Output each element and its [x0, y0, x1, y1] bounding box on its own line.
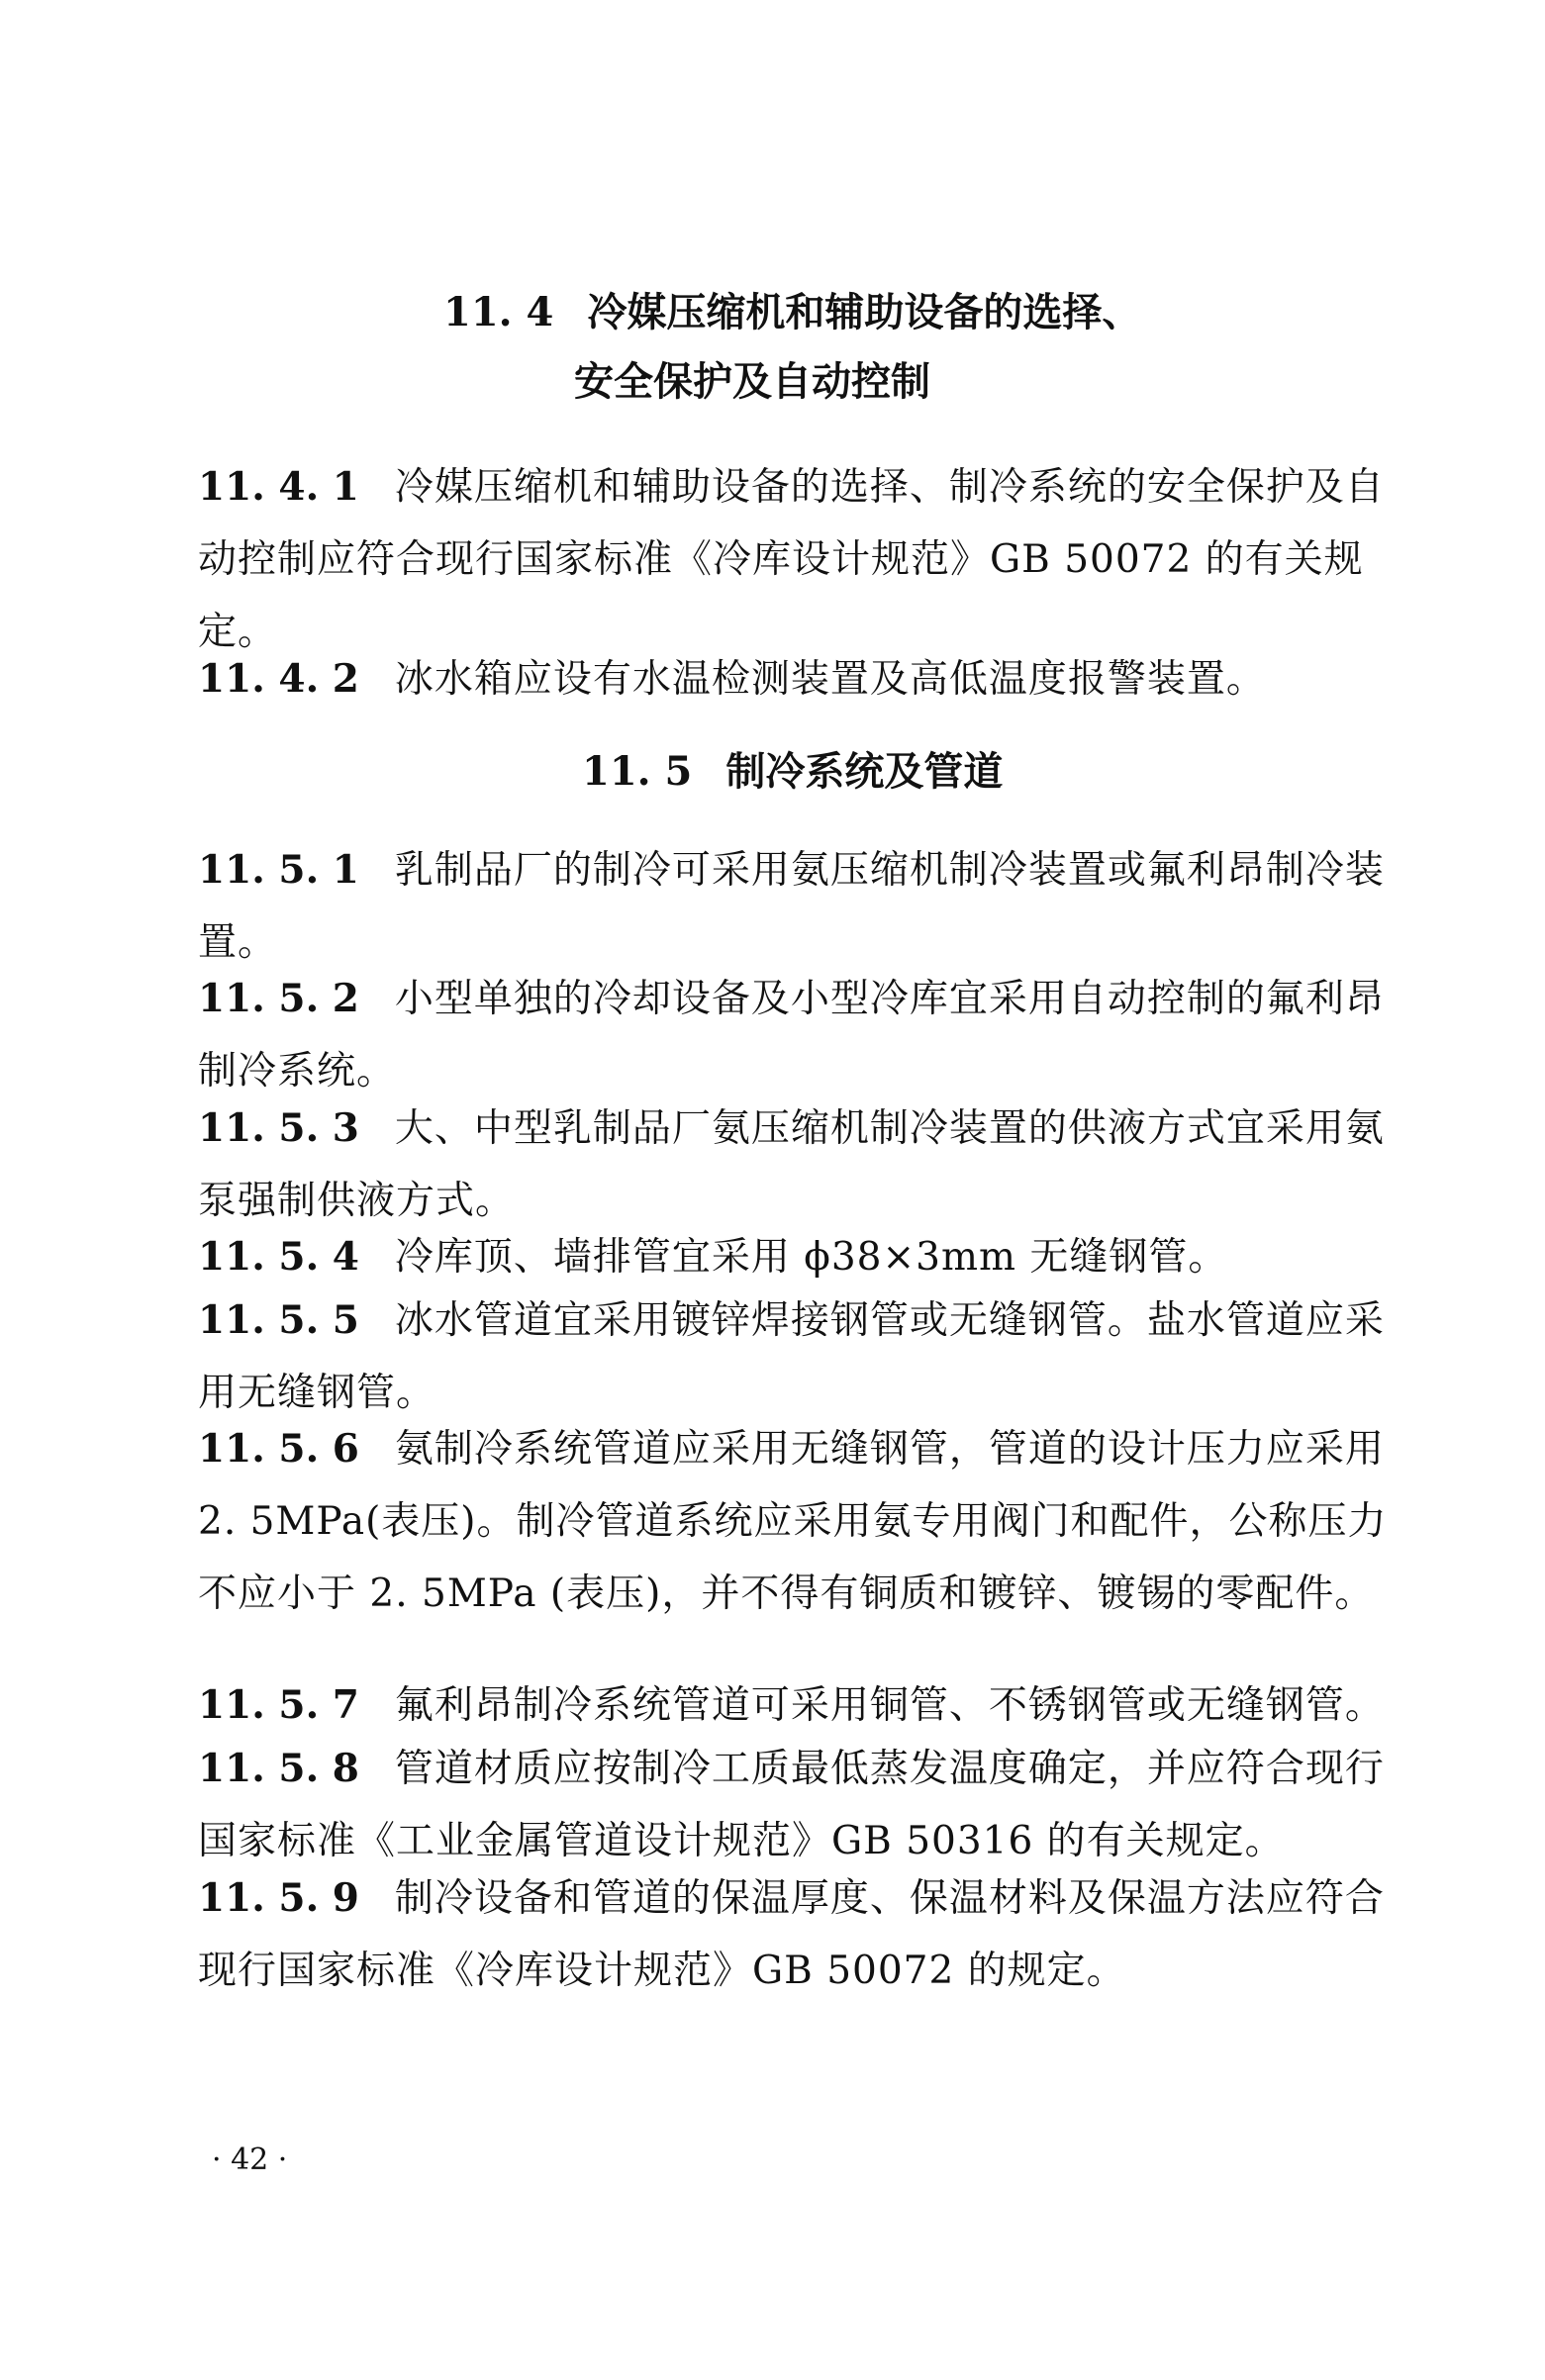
clause-11-5-5 — [198, 1285, 1396, 1429]
section-number: 11. 4 — [443, 289, 554, 335]
clause-11-5-7 — [198, 1669, 1396, 1742]
clause-11-5-1 — [198, 834, 1396, 979]
clause-number: 11. 5. 9 — [198, 1875, 359, 1921]
clause-number: 11. 5. 4 — [198, 1234, 359, 1280]
clause-11-5-4 — [198, 1221, 1396, 1293]
section-heading-11-5 — [582, 748, 1004, 795]
clause-text: 乳制品厂的制冷可采用氨压缩机制冷装置或氟利昂制冷装置。 — [198, 848, 1385, 965]
clause-number: 11. 4. 2 — [198, 656, 359, 702]
clause-number: 11. 5. 8 — [198, 1746, 359, 1791]
section-heading-11-4 — [443, 289, 1142, 335]
clause-11-5-3 — [198, 1093, 1396, 1237]
clause-text: 制冷设备和管道的保温厚度、保温材料及保温方法应符合现行国家标准《冷库设计规范》GB 50072 的规定。 — [198, 1876, 1385, 1993]
clause-number: 11. 4. 1 — [198, 464, 359, 510]
clause-11-4-2 — [198, 643, 1396, 715]
clause-number: 11. 5. 2 — [198, 976, 359, 1021]
clause-11-4-1 — [198, 451, 1396, 668]
clause-11-5-8 — [198, 1733, 1396, 1877]
clause-11-5-9 — [198, 1862, 1396, 2007]
clause-text: 大、中型乳制品厂氨压缩机制冷装置的供液方式宜采用氨泵强制供液方式。 — [198, 1106, 1385, 1223]
clause-number: 11. 5. 7 — [198, 1682, 359, 1728]
clause-11-5-2 — [198, 963, 1396, 1107]
clause-text: 冰水管道宜采用镀锌焊接钢管或无缝钢管。盐水管道应采用无缝钢管。 — [198, 1298, 1385, 1415]
clause-text: 小型单独的冷却设备及小型冷库宜采用自动控制的氟利昂制冷系统。 — [198, 977, 1385, 1094]
section-title-line2: 安全保护及自动控制 — [574, 359, 930, 405]
section-number: 11. 5 — [582, 748, 693, 795]
clause-number: 11. 5. 5 — [198, 1297, 359, 1343]
clause-11-5-6 — [198, 1413, 1396, 1630]
clause-text: 冷库顶、墙排管宜采用 ϕ38×3mm 无缝钢管。 — [394, 1235, 1228, 1280]
clause-text: 冰水箱应设有水温检测装置及高低温度报警装置。 — [394, 657, 1266, 702]
clause-text: 管道材质应按制冷工质最低蒸发温度确定，并应符合现行国家标准《工业金属管道设计规范》GB 50316 的有关规定。 — [198, 1747, 1385, 1863]
page-number: · 42 · — [212, 2142, 288, 2177]
clause-text: 氟利昂制冷系统管道可采用铜管、不锈钢管或无缝钢管。 — [394, 1683, 1385, 1728]
section-title-line1: 冷媒压缩机和辅助设备的选择、 — [587, 290, 1142, 335]
section-heading-11-4-line2 — [574, 359, 930, 405]
clause-text: 氨制冷系统管道应采用无缝钢管，管道的设计压力应采用 2. 5MPa(表压)。制冷管道系统应采用氨专用阀门和配件，公称压力不应小于 2. 5MPa (表压)，并不得有铜质和镀锌、镀锡的零配件。 — [198, 1427, 1388, 1616]
clause-text: 冷媒压缩机和辅助设备的选择、制冷系统的安全保护及自动控制应符合现行国家标准《冷库设计规范》GB 50072 的有关规定。 — [198, 465, 1385, 654]
clause-number: 11. 5. 3 — [198, 1105, 359, 1151]
clause-number: 11. 5. 6 — [198, 1426, 359, 1472]
clause-number: 11. 5. 1 — [198, 847, 359, 893]
section-title: 制冷系统及管道 — [725, 749, 1004, 795]
